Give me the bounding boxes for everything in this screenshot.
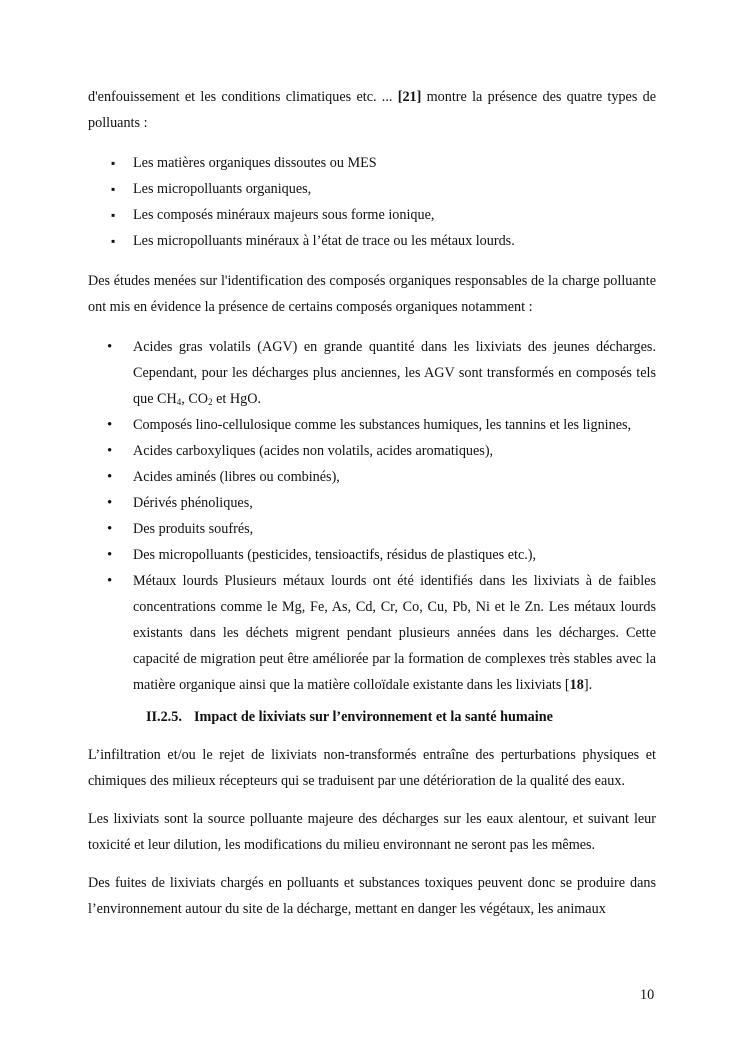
leaks-paragraph: Des fuites de lixiviats chargés en polluants et substances toxiques peuvent donc se produire dans l’environnement autour du site de la décharge, mettant en danger les végétaux, les animaux (88, 875, 656, 917)
list-item: • Dérivés phénoliques, (88, 490, 656, 516)
section-heading (146, 704, 656, 730)
list-item: • Acides aminés (libres ou combinés), (88, 464, 656, 490)
section-title: Impact de lixiviats sur l’environnement et la santé humaine (194, 709, 553, 725)
list-item: • Composés lino-cellulosique comme les substances humiques, les tannins et les lignines, (88, 412, 656, 438)
list-item: • Acides gras volatils (AGV) en grande quantité dans les lixiviats des jeunes décharges. Cependant, pour les décharges plus anciennes, les AGV sont transformés en composés tels que $CH_4$, $CO_2$ et HgO. (88, 334, 656, 412)
toxicity-paragraph: Les lixiviats sont la source polluante majeure des décharges sur les eaux alentour, et suivant leur toxicité et leur dilution, les modifications du milieu environnant ne seront pas les mêmes. (88, 811, 656, 853)
pollutant-types-list (88, 150, 656, 254)
list-item: ▪ Les composés minéraux majeurs sous forme ionique, (88, 202, 656, 228)
studies-paragraph: Des études menées sur l'identification des composés organiques responsables de la charge polluante ont mis en évidence la présence de certains composés organiques notamment : (88, 273, 656, 315)
list-item: ▪ Les matières organiques dissoutes ou MES (88, 150, 656, 176)
section-number: II.2.5. (146, 709, 182, 725)
infiltration-paragraph: L’infiltration et/ou le rejet de lixiviats non-transformés entraîne des perturbations physiques et chimiques des milieux récepteurs qui se traduisent par une détérioration de la qualité des eaux. (88, 747, 656, 789)
intro-text-end: montre la présence des quatre types de polluants : (88, 89, 657, 131)
intro-paragraph (88, 84, 656, 136)
citation-21: [21] (397, 89, 422, 105)
page-body (88, 84, 656, 922)
list-item: • Métaux lourds Plusieurs métaux lourds ont été identifiés dans les lixiviats à de faibles concentrations comme le Mg, Fe, As, Cd, Cr, Co, Cu, Pb, Ni et le Zn. Les métaux lourds existants dans les déchets migrent pendant plusieurs années dans les décharges. Cette capacité de migration peut être améliorée par la formation de complexes très stables avec la matière organique ainsi que la matière colloïdale existante dans les lixiviats [18]. (88, 568, 656, 698)
list-item: • Des produits soufrés, (88, 516, 656, 542)
citation-18: 18 (569, 677, 584, 693)
list-item: ▪ Les micropolluants minéraux à l’état de trace ou les métaux lourds. (88, 228, 656, 254)
organic-compounds-list (88, 334, 656, 698)
page-number: 10 (640, 987, 655, 1003)
list-item: • Des micropolluants (pesticides, tensioactifs, résidus de plastiques etc.), (88, 542, 656, 568)
list-item: • Acides carboxyliques (acides non volatils, acides aromatiques), (88, 438, 656, 464)
list-item: ▪ Les micropolluants organiques, (88, 176, 656, 202)
intro-text: d'enfouissement et les conditions climatiques etc. ... (88, 89, 398, 105)
